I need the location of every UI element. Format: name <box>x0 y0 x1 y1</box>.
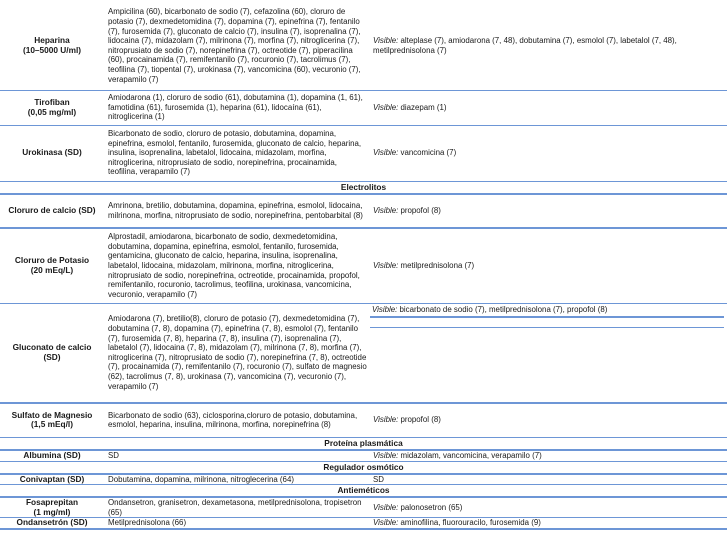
incompatible-cell: Bicarbonato de sodio (63), ciclosporina,cloruro de potasio, dobutamina, esmolol, heparina, insulina, milrinona, morfina, norepinefrina (8) <box>104 403 370 438</box>
incompatible-cell: Ondansetron, granisetron, dexametasona, metilprednisolona, tropisetron (65) <box>104 497 370 518</box>
drug-label: Fosaprepitan <box>25 497 79 508</box>
visible-cell: SD <box>370 474 727 485</box>
visible-cell <box>370 228 727 304</box>
drug-name <box>0 403 104 438</box>
drug-name <box>0 90 104 125</box>
table-row <box>0 125 727 181</box>
table-row <box>0 518 727 529</box>
visible-text: propofol (8) <box>400 205 441 215</box>
visible-text: bicarbonato de sodio (7), metilprednisolona (7), propofol (8) <box>399 305 608 314</box>
visible-label: Visible: <box>373 415 399 425</box>
visible-cell <box>370 194 727 228</box>
visible-text: propofol (8) <box>400 415 441 425</box>
visible-label: Visible: <box>373 205 399 215</box>
drug-name <box>0 2 104 90</box>
visible-cell <box>370 497 727 518</box>
visible-text: diazepam (1) <box>400 102 447 112</box>
incompatible-cell: Ampicilina (60), bicarbonato de sodio (7), cefazolina (60), cloruro de potasio (7), dexmedetomidina (7), dopamina (7), epinefrina (7), fentanilo (7), furosemida (7), gluconato de calcio (7), insulina (7), isoprenalina (7), lidocaina (7), midazolam (7), milrinona (7), morfina (7), nitroglicerina (7), nitroprusiato de sodio (7), norepinefrina (7), octreotide (7), piperacilina (60), procainamida (7), remifentanilo (7), rocuronio (7), tacrolimus (7), teofilina (7), tiopental (7), urokinasa (7), vancomicina (60), vecuronio (7), verapamilo (7) <box>104 2 370 90</box>
drug-name: Ondansetrón (SD) <box>0 518 104 529</box>
incompatible-cell: Alprostadil, amiodarona, bicarbonato de sodio, dexmedetomidina, dobutamina, dopamina, epinefrina, esmolol, fentanilo, furosemida, gentamicina, gluconato de calcio, heparina, insulina, isoprenalina, labetalol, lidocaina, midazolam, milrinona, morfina, nitroglicerina, nitroprusiato de sodio, norepinefrina, octreotide, procainamida, propofol, remifentanilo, rocuronio, tacrolimus, teofilina, urokinasa, vancomicina, vecuronio, verapamilo (7) <box>104 228 370 304</box>
incompatible-cell: Metilprednisolona (66) <box>104 518 370 529</box>
drug-concentration: (0,05 mg/ml) <box>27 106 77 117</box>
drug-name: Conivaptan (SD) <box>0 474 104 485</box>
incompatible-cell: Dobutamina, dopamina, milrinona, nitroglecerina (64) <box>104 474 370 485</box>
drug-name <box>0 304 104 403</box>
section-row <box>0 485 727 498</box>
table-row <box>0 497 727 518</box>
drug-name <box>0 228 104 304</box>
table-row <box>0 474 727 485</box>
section-title: Antieméticos <box>0 485 727 498</box>
table-row <box>0 194 727 228</box>
compatibility-table <box>0 2 727 530</box>
visible-cell <box>370 304 727 403</box>
incompatible-cell: Bicarbonato de sodio, cloruro de potasio, dobutamina, dopamina, epinefrina, esmolol, fentanilo, furosemida, gluconato de calcio, heparina, insulina, isoprenalina, labetalol, lidocaina, midazolam, morfina, nitroglicerina, nitroprusiato de sodio, norepinefrina, procainamida, teofilina, verapamilo (7) <box>104 125 370 181</box>
visible-label: Visible: <box>373 260 399 270</box>
visible-cell <box>370 450 727 461</box>
visible-cell <box>370 518 727 529</box>
drug-name: Albumina (SD) <box>0 450 104 461</box>
visible-text: aminofilina, fluorouracilo, furosemida (9) <box>400 518 541 528</box>
table-row <box>0 2 727 90</box>
drug-name <box>0 497 104 518</box>
incompatible-cell: Amrinona, bretilio, dobutamina, dopamina, epinefrina, esmolol, lidocaina, milrinona, morfina, nitroprusiato de sodio, norepinefrina, pentobarbital (8) <box>104 194 370 228</box>
visible-text: alteplase (7), amiodarona (7, 48), dobutamina (7), esmolol (7), labetalol (7, 48), metilprednisolona (7) <box>373 36 677 55</box>
section-title: Regulador osmótico <box>0 461 727 474</box>
visible-text: vancomicina (7) <box>400 148 457 158</box>
incompatible-cell: SD <box>104 450 370 461</box>
section-title: Electrolitos <box>0 181 727 194</box>
drug-concentration: (10–5000 U/ml) <box>22 44 82 55</box>
table-row <box>0 90 727 125</box>
table-row <box>0 403 727 438</box>
drug-label: Cloruro de Potasio <box>14 255 90 266</box>
empty-subrow <box>370 318 724 328</box>
visible-label: Visible: <box>372 305 398 314</box>
visible-text: midazolam, vancomicina, verapamilo (7) <box>400 451 542 460</box>
drug-label: Sulfato de Magnesio <box>11 409 93 420</box>
section-row <box>0 181 727 194</box>
drug-name: Urokinasa (SD) <box>0 125 104 181</box>
incompatible-cell: Amiodarona (1), cloruro de sodio (61), dobutamina (1), dopamina (1, 61), famotidina (61), furosemida (1), heparina (61), lidocaína (61), nitroglicerina (1) <box>104 90 370 125</box>
drug-concentration: (20 mEq/L) <box>30 264 74 275</box>
drug-concentration: (1 mg/ml) <box>33 506 71 517</box>
table-row <box>0 304 727 403</box>
visible-label: Visible: <box>373 36 399 46</box>
visible-label: Visible: <box>373 102 399 112</box>
section-row <box>0 438 727 451</box>
visible-cell <box>370 125 727 181</box>
drug-concentration: (SD) <box>43 351 61 362</box>
visible-subrow <box>370 305 724 318</box>
visible-cell <box>370 403 727 438</box>
visible-label: Visible: <box>373 148 399 158</box>
visible-cell <box>370 2 727 90</box>
section-title: Proteína plasmática <box>0 438 727 451</box>
section-row <box>0 461 727 474</box>
visible-cell <box>370 90 727 125</box>
visible-label: Visible: <box>373 518 399 528</box>
visible-text: palonosetron (65) <box>400 502 463 512</box>
visible-text: metilprednisolona (7) <box>400 260 475 270</box>
visible-label: Visible: <box>373 451 399 460</box>
drug-label: Heparina <box>34 35 70 46</box>
visible-label: Visible: <box>373 502 399 512</box>
drug-concentration: (1,5 mEq/l) <box>31 419 73 430</box>
drug-name: Cloruro de calcio (SD) <box>0 194 104 228</box>
table-row <box>0 228 727 304</box>
drug-label: Gluconato de calcio <box>12 342 92 353</box>
incompatible-cell: Amiodarona (7), bretilio(8), cloruro de potasio (7), dexmedetomidina (7), dobutamina (7, 8), dopamina (7), epinefrina (7, 8), esmolol (7), fentanilo (7), furosemida (7, 8), heparina (7, 8), insulina (7), isoprenalina (7), labetalol (7), lidocaina (7, 8), midazolam (7), milrinona (7, 8), morfina (7), nitroglicerina (7), nitroprusiato de sodio (7), norepinefrina (7, 8), octreotide (7), procainamida (7), remifentanilo (7), rocuronio (7), sulfato de magnesio (62), tacrolimus (7, 8), urokinasa (7), vancomicina (7), vecuronio (7), verapamilo (7) <box>104 304 370 403</box>
drug-label: Tirofiban <box>34 96 70 107</box>
table-row <box>0 450 727 461</box>
